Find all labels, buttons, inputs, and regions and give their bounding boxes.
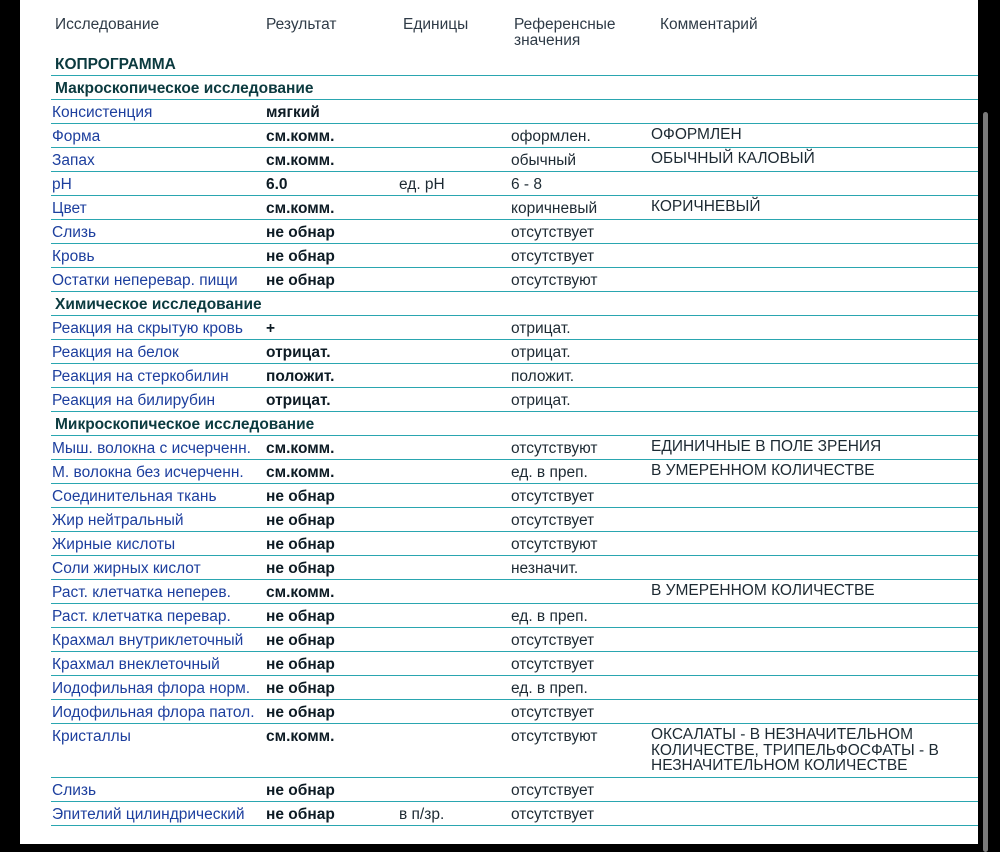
table-row	[20, 244, 978, 268]
test-name: М. волокна без исчерченн.	[52, 464, 244, 481]
test-unit: в п/зр.	[399, 806, 445, 823]
reference-value: 6 - 8	[511, 176, 543, 193]
test-result: не обнар	[266, 608, 335, 625]
reference-value: отсутствует	[511, 782, 595, 799]
test-name: Слизь	[52, 224, 97, 241]
table-row	[20, 652, 978, 676]
test-result: не обнар	[266, 782, 335, 799]
reference-value: отрицат.	[511, 320, 571, 337]
test-name: Крахмал внеклеточный	[52, 656, 220, 673]
reference-value: отрицат.	[511, 392, 571, 409]
reference-value: отсутствует	[511, 704, 595, 721]
table-row	[20, 700, 978, 724]
report-title: КОПРОГРАММА	[55, 56, 176, 73]
table-row	[20, 628, 978, 652]
header-result: Результат	[266, 16, 337, 33]
test-name: Реакция на стеркобилин	[52, 368, 229, 385]
header-reference: Референсные значения	[514, 16, 616, 49]
reference-value: отсутствует	[511, 632, 595, 649]
table-row	[20, 100, 978, 124]
test-result: см.комм.	[266, 200, 335, 217]
table-row	[20, 580, 978, 604]
test-result: не обнар	[266, 806, 335, 823]
test-result: см.комм.	[266, 584, 335, 601]
test-comment: ОБЫЧНЫЙ КАЛОВЫЙ	[651, 150, 815, 167]
reference-value: положит.	[511, 368, 575, 385]
test-comment: КОРИЧНЕВЫЙ	[651, 198, 761, 215]
row-divider	[51, 825, 978, 826]
reference-value: отрицат.	[511, 344, 571, 361]
table-row	[20, 220, 978, 244]
reference-value: отсутствует	[511, 512, 595, 529]
test-name: Соли жирных кислот	[52, 560, 201, 577]
test-unit: ед. pH	[399, 176, 445, 193]
test-result: не обнар	[266, 224, 335, 241]
table-row	[20, 196, 978, 220]
reference-value: отсутствует	[511, 656, 595, 673]
reference-value: обычный	[511, 152, 577, 169]
table-row	[20, 172, 978, 196]
reference-value: ед. в преп.	[511, 608, 588, 625]
table-row	[20, 148, 978, 172]
section-title: Химическое исследование	[55, 296, 262, 313]
test-comment: ОФОРМЛЕН	[651, 126, 742, 143]
results-table	[20, 52, 978, 826]
test-result: 6.0	[266, 176, 288, 193]
test-name: pH	[52, 176, 72, 193]
test-name: Слизь	[52, 782, 97, 799]
test-result: не обнар	[266, 680, 335, 697]
reference-value: отсутствует	[511, 488, 595, 505]
reference-value: отсутствует	[511, 224, 595, 241]
test-result: см.комм.	[266, 440, 335, 457]
test-name: Консистенция	[52, 104, 153, 121]
test-name: Иодофильная флора норм.	[52, 680, 251, 697]
table-row	[20, 316, 978, 340]
test-result: не обнар	[266, 536, 335, 553]
test-name: Форма	[52, 128, 101, 145]
scrollbar[interactable]	[983, 112, 988, 852]
report-title-row	[20, 52, 978, 76]
table-row	[20, 388, 978, 412]
test-name: Жир нейтральный	[52, 512, 184, 529]
section-header-row	[20, 412, 978, 436]
test-name: Эпителий цилиндрический	[52, 806, 245, 823]
test-result: не обнар	[266, 248, 335, 265]
table-row	[20, 556, 978, 580]
test-result: отрицат.	[266, 392, 331, 409]
test-result: отрицат.	[266, 344, 331, 361]
table-row	[20, 508, 978, 532]
test-result: не обнар	[266, 632, 335, 649]
reference-value: коричневый	[511, 200, 598, 217]
table-row	[20, 724, 978, 778]
table-row	[20, 340, 978, 364]
test-result: не обнар	[266, 560, 335, 577]
table-row	[20, 676, 978, 700]
test-name: Реакция на билирубин	[52, 392, 216, 409]
section-header-row	[20, 76, 978, 100]
test-name: Крахмал внутриклеточный	[52, 632, 244, 649]
test-name: Запах	[52, 152, 95, 169]
test-result: мягкий	[266, 104, 320, 121]
reference-value: отсутствуют	[511, 728, 598, 745]
test-result: положит.	[266, 368, 335, 385]
table-header	[20, 0, 978, 54]
test-name: Иодофильная флора патол.	[52, 704, 255, 721]
reference-value: незначит.	[511, 560, 579, 577]
reference-value: отсутствует	[511, 248, 595, 265]
section-header-row	[20, 292, 978, 316]
test-comment: ОКСАЛАТЫ - В НЕЗНАЧИТЕЛЬНОМ КОЛИЧЕСТВЕ, ТРИПЕЛЬФОСФАТЫ - В НЕЗНАЧИТЕЛЬНОМ КОЛИЧЕСТВЕ	[651, 726, 939, 774]
test-name: Кристаллы	[52, 728, 131, 745]
reference-value: отсутствуют	[511, 272, 598, 289]
reference-value: ед. в преп.	[511, 464, 588, 481]
test-name: Раст. клетчатка неперев.	[52, 584, 231, 601]
reference-value: отсутствуют	[511, 536, 598, 553]
test-name: Цвет	[52, 200, 87, 217]
table-row	[20, 532, 978, 556]
reference-value: отсутствует	[511, 806, 595, 823]
test-result: см.комм.	[266, 464, 335, 481]
test-name: Мыш. волокна с исчерченн.	[52, 440, 251, 457]
table-row	[20, 484, 978, 508]
report-sheet	[20, 0, 978, 844]
reference-value: оформлен.	[511, 128, 591, 145]
test-result: не обнар	[266, 704, 335, 721]
test-comment: В УМЕРЕННОМ КОЛИЧЕСТВЕ	[651, 462, 875, 479]
test-comment: ЕДИНИЧНЫЕ В ПОЛЕ ЗРЕНИЯ	[651, 438, 882, 455]
test-comment: В УМЕРЕННОМ КОЛИЧЕСТВЕ	[651, 582, 875, 599]
table-row	[20, 364, 978, 388]
header-study: Исследование	[55, 16, 160, 33]
test-result: см.комм.	[266, 728, 335, 745]
test-result: +	[266, 320, 276, 337]
test-result: см.комм.	[266, 128, 335, 145]
test-result: не обнар	[266, 656, 335, 673]
table-row	[20, 604, 978, 628]
table-row	[20, 778, 978, 802]
test-result: см.комм.	[266, 152, 335, 169]
section-title: Микроскопическое исследование	[55, 416, 315, 433]
test-result: не обнар	[266, 272, 335, 289]
test-result: не обнар	[266, 488, 335, 505]
test-name: Остатки неперевар. пищи	[52, 272, 238, 289]
test-name: Жирные кислоты	[52, 536, 176, 553]
section-title: Макроскопическое исследование	[55, 80, 314, 97]
table-row	[20, 460, 978, 484]
header-comment: Комментарий	[660, 16, 758, 33]
table-row	[20, 802, 978, 826]
header-units: Единицы	[403, 16, 469, 33]
test-name: Реакция на скрытую кровь	[52, 320, 243, 337]
table-row	[20, 268, 978, 292]
reference-value: отсутствуют	[511, 440, 598, 457]
test-name: Соединительная ткань	[52, 488, 217, 505]
test-name: Кровь	[52, 248, 95, 265]
test-name: Реакция на белок	[52, 344, 179, 361]
test-name: Раст. клетчатка перевар.	[52, 608, 231, 625]
reference-value: ед. в преп.	[511, 680, 588, 697]
table-row	[20, 124, 978, 148]
test-result: не обнар	[266, 512, 335, 529]
table-row	[20, 436, 978, 460]
